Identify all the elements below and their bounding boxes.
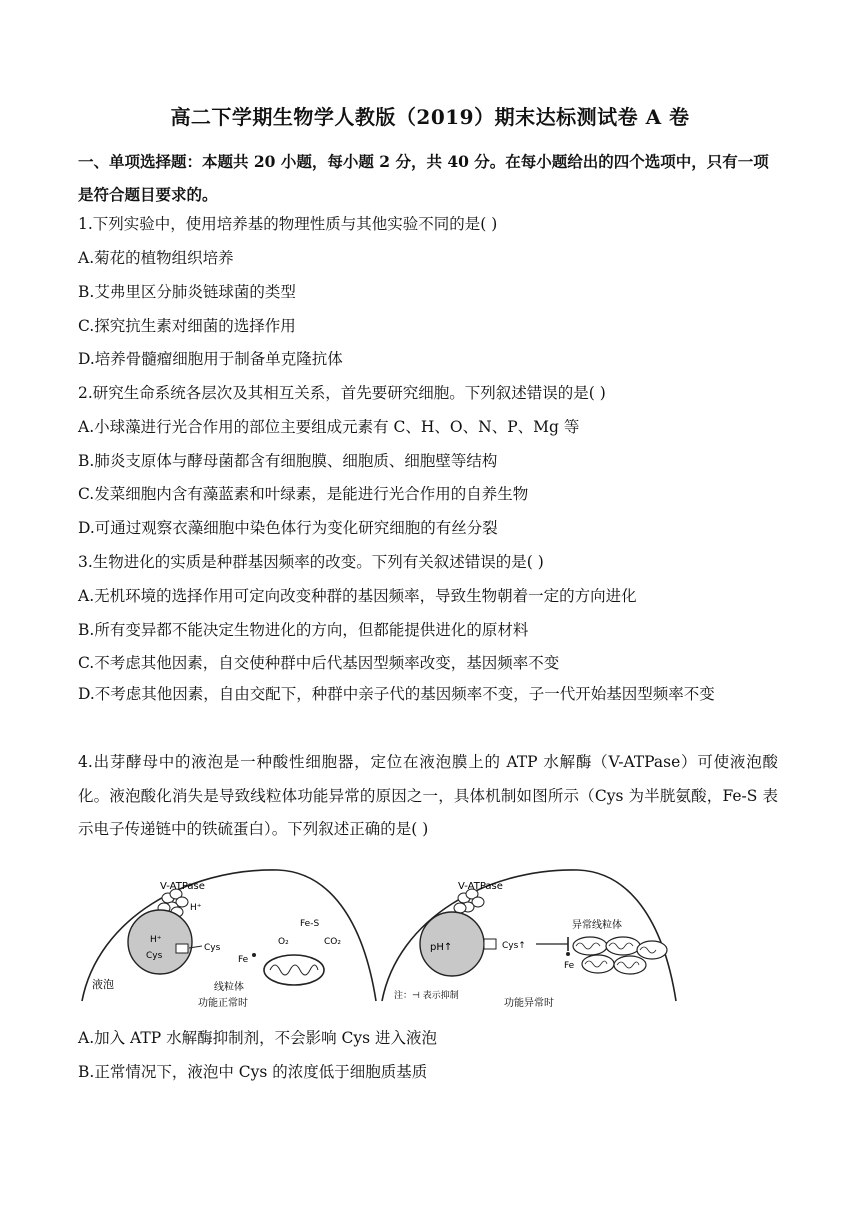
left-vacuole-label: 液泡	[92, 978, 114, 991]
right-fe-label: Fe	[564, 961, 575, 971]
question-1-option-a[interactable]: A.菊花的植物组织培养	[78, 249, 234, 267]
question-3-option-a[interactable]: A.无机环境的选择作用可定向改变种群的基因频率，导致生物朝着一定的方向进化	[78, 587, 637, 605]
question-1-option-d[interactable]: D.培养骨髓瘤细胞用于制备单克隆抗体	[78, 350, 343, 368]
right-note: 注：⊣ 表示抑制	[394, 991, 459, 1001]
question-2-option-a[interactable]: A.小球藻进行光合作用的部位主要组成元素有 C、H、O、N、P、Mg 等	[78, 418, 580, 436]
mechanism-diagram	[78, 858, 678, 1008]
left-fes-label: Fe-S	[300, 919, 320, 929]
question-4-option-b[interactable]: B.正常情况下，液泡中 Cys 的浓度低于细胞质基质	[78, 1063, 428, 1081]
question-2-option-b[interactable]: B.肺炎支原体与酵母菌都含有细胞膜、细胞质、细胞壁等结构	[78, 452, 498, 470]
right-vatpase-label: V-ATPase	[458, 881, 503, 892]
right-abnormal-mitochondria	[573, 937, 667, 974]
page-title: 高二下学期生物学人教版（2019）期末达标测试卷 A 卷	[170, 105, 690, 129]
mechanism-figure	[78, 858, 678, 1008]
section-heading: 一、单项选择题：本题共 20 小题，每小题 2 分，共 40 分。在每小题给出的四个选项中，只有一项是符合题目要求的。	[78, 152, 769, 204]
question-4-option-a[interactable]: A.加入 ATP 水解酶抑制剂，不会影响 Cys 进入液泡	[78, 1029, 438, 1047]
left-vatpase-label: V-ATPase	[160, 881, 205, 892]
question-1-stem: 1.下列实验中，使用培养基的物理性质与其他实验不同的是( )	[78, 215, 498, 233]
left-caption: 功能正常时	[198, 998, 248, 1008]
left-o2-label: O₂	[278, 937, 289, 947]
right-fe-dot	[566, 952, 570, 956]
question-3-option-b[interactable]: B.所有变异都不能决定生物进化的方向，但都能提供进化的原材料	[78, 621, 529, 639]
question-2-stem: 2.研究生命系统各层次及其相互关系，首先要研究细胞。下列叙述错误的是( )	[78, 384, 606, 402]
left-mito-label: 线粒体	[214, 982, 244, 993]
left-hplus-inner-label: H⁺	[150, 935, 162, 945]
question-3-stem: 3.生物进化的实质是种群基因频率的改变。下列有关叙述错误的是( )	[78, 553, 544, 571]
left-mitochondrion	[264, 955, 324, 985]
left-hplus-label: H⁺	[190, 903, 202, 913]
right-ph-label: pH↑	[430, 942, 453, 953]
left-cys-out-label: Cys	[204, 943, 221, 953]
left-co2-label: CO₂	[324, 937, 341, 947]
question-3-option-c[interactable]: C.不考虑其他因素，自交使种群中后代基因型频率改变，基因频率不变	[78, 654, 560, 672]
question-1-option-c[interactable]: C.探究抗生素对细菌的选择作用	[78, 317, 296, 335]
right-transporter	[484, 939, 496, 949]
right-cys-label: Cys↑	[502, 941, 526, 951]
left-transporter	[176, 944, 188, 953]
question-2-option-d[interactable]: D.可通过观察衣藻细胞中染色体行为变化研究细胞的有丝分裂	[78, 519, 498, 537]
question-4-stem: 4.出芽酵母中的液泡是一种酸性细胞器，定位在液泡膜上的 ATP 水解酶（V-ATPase）可使液泡酸化。液泡酸化消失是导致线粒体功能异常的原因之一，具体机制如图所示（Cys 为半胱氨酸，Fe-S 表示电子传递链中的铁硫蛋白）。下列叙述正确的是( )	[78, 753, 778, 838]
left-fe-label: Fe	[238, 955, 249, 965]
right-caption: 功能异常时	[504, 998, 554, 1008]
question-1-option-b[interactable]: B.艾弗里区分肺炎链球菌的类型	[78, 283, 296, 301]
question-2-option-c[interactable]: C.发菜细胞内含有藻蓝素和叶绿素，是能进行光合作用的自养生物	[78, 485, 529, 503]
question-3-option-d[interactable]: D.不考虑其他因素，自由交配下，种群中亲子代的基因频率不变，子一代开始基因型频率不变	[78, 685, 715, 703]
right-abnormal-mito-label: 异常线粒体	[572, 920, 622, 931]
left-cys-inner-label: Cys	[146, 951, 163, 961]
right-vatpase-icon	[454, 889, 484, 913]
left-fe-dot	[252, 953, 256, 957]
